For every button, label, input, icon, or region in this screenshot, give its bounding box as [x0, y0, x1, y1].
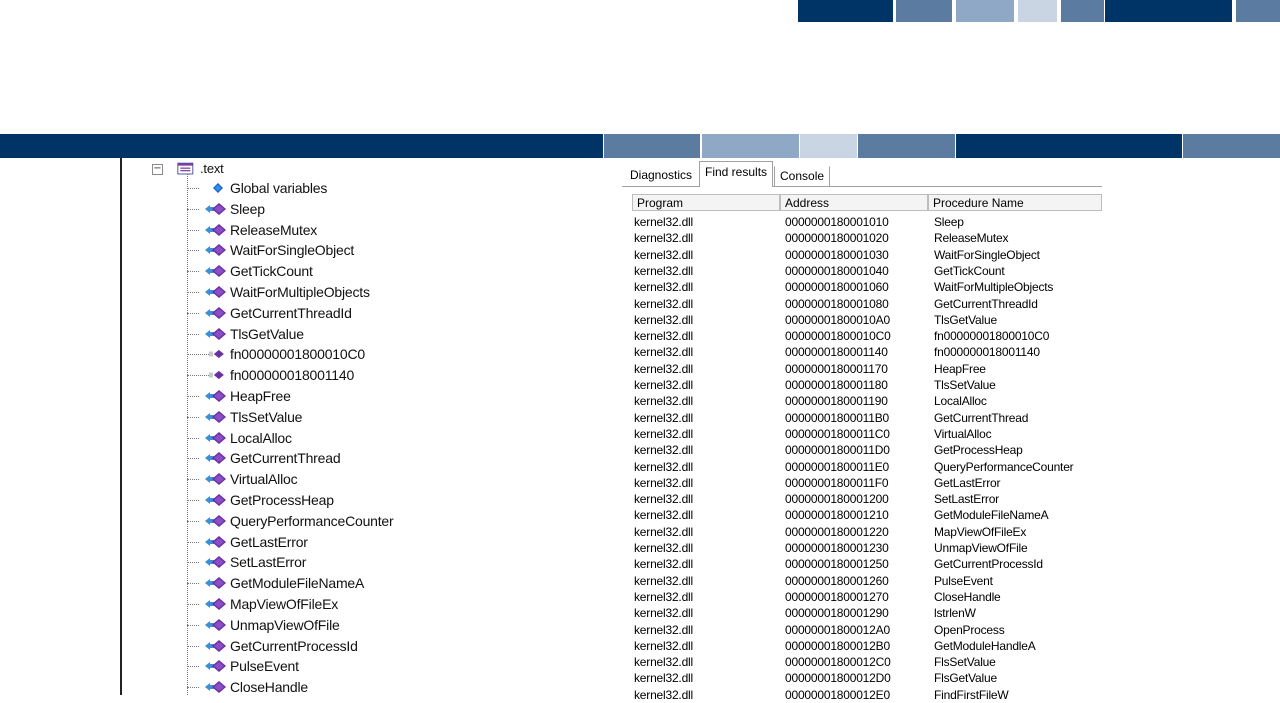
banner-top-block-1	[798, 0, 893, 22]
cell-address: 00000001800010A0	[785, 313, 890, 327]
cell-address: 0000000180001140	[785, 345, 888, 359]
tree-item-label: GetTickCount	[230, 263, 313, 279]
tree-connector	[187, 230, 199, 231]
cell-program: kernel32.dll	[634, 313, 693, 327]
tree-connector	[187, 646, 199, 647]
tree-item-label: LocalAlloc	[230, 430, 292, 446]
cell-address: 0000000180001060	[785, 280, 889, 294]
cell-procedure-name: GetCurrentThread	[934, 411, 1029, 425]
cell-procedure-name: fn00000001800010C0	[934, 329, 1050, 343]
tree-connector	[187, 479, 199, 480]
tree-connector	[187, 271, 199, 272]
cell-program: kernel32.dll	[634, 655, 693, 669]
cell-program: kernel32.dll	[634, 231, 693, 245]
table-row[interactable]	[622, 230, 1102, 246]
table-row[interactable]	[622, 263, 1102, 279]
function-icon	[204, 554, 228, 570]
cell-address: 0000000180001220	[785, 525, 889, 539]
cell-address: 00000001800012B0	[785, 639, 890, 653]
table-row[interactable]	[622, 279, 1102, 295]
function-icon	[204, 617, 228, 633]
tree-connector	[187, 334, 199, 335]
tab-bar	[622, 164, 1102, 187]
banner-mid-block-1	[0, 134, 603, 158]
cell-address: 00000001800011E0	[785, 460, 890, 474]
cell-address: 0000000180001020	[785, 231, 889, 245]
tree-connector	[187, 604, 199, 605]
table-row[interactable]	[622, 361, 1102, 377]
cell-procedure-name: VirtualAlloc	[934, 427, 992, 441]
table-row[interactable]	[622, 393, 1102, 409]
function-icon	[204, 471, 228, 487]
cell-program: kernel32.dll	[634, 460, 693, 474]
local-function-icon	[208, 367, 228, 383]
results-panel	[622, 158, 1102, 702]
tree-connector	[187, 292, 199, 293]
cell-procedure-name: CloseHandle	[934, 590, 1001, 604]
table-row[interactable]	[622, 622, 1102, 638]
table-row[interactable]	[622, 589, 1102, 605]
tree-item-label: Global variables	[230, 180, 328, 196]
cell-program: kernel32.dll	[634, 329, 693, 343]
cell-program: kernel32.dll	[634, 248, 693, 262]
tree-item-label: Sleep	[230, 201, 265, 217]
banner-mid-block-6	[956, 134, 1182, 158]
tree-item-label: UnmapViewOfFile	[230, 617, 340, 633]
banner-mid-block-7	[1183, 134, 1280, 158]
function-icon	[204, 430, 228, 446]
tree-connector	[187, 583, 199, 584]
cell-procedure-name: GetCurrentThreadId	[934, 297, 1038, 311]
cell-program: kernel32.dll	[634, 574, 693, 588]
tree-connector	[187, 500, 199, 501]
cell-program: kernel32.dll	[634, 297, 693, 311]
tree-connector	[187, 666, 199, 667]
cell-address: 00000001800012A0	[785, 623, 890, 637]
cell-program: kernel32.dll	[634, 476, 693, 490]
table-row[interactable]	[622, 377, 1102, 393]
function-icon	[204, 513, 228, 529]
cell-address: 0000000180001260	[785, 574, 889, 588]
cell-procedure-name: MapViewOfFileEx	[934, 525, 1027, 539]
cell-program: kernel32.dll	[634, 688, 693, 702]
tree-root-label: .text	[200, 161, 224, 176]
cell-program: kernel32.dll	[634, 280, 693, 294]
tree-item-label: GetLastError	[230, 534, 308, 550]
banner-top-block-2	[896, 0, 952, 22]
banner-top-block-4	[1018, 0, 1057, 22]
cell-procedure-name: FlsSetValue	[934, 655, 996, 669]
tree-item-label: GetCurrentThread	[230, 450, 341, 466]
cell-procedure-name: QueryPerformanceCounter	[934, 460, 1074, 474]
section-icon	[177, 162, 197, 176]
banner-mid-block-3	[702, 134, 799, 158]
cell-program: kernel32.dll	[634, 492, 693, 506]
cell-program: kernel32.dll	[634, 557, 693, 571]
cell-address: 0000000180001030	[785, 248, 889, 262]
cell-program: kernel32.dll	[634, 345, 693, 359]
function-icon	[204, 388, 228, 404]
function-icon	[204, 679, 228, 695]
cell-procedure-name: lstrlenW	[934, 606, 976, 620]
function-icon	[204, 201, 228, 217]
tree-connector	[187, 188, 199, 189]
table-row[interactable]	[622, 344, 1102, 360]
cell-procedure-name: PulseEvent	[934, 574, 993, 588]
cell-procedure-name: GetLastError	[934, 476, 1001, 490]
cell-address: 0000000180001010	[785, 215, 889, 229]
cell-address: 00000001800011D0	[785, 443, 890, 457]
tree-item-label: TlsGetValue	[230, 326, 304, 342]
table-row[interactable]	[622, 214, 1102, 230]
banner-mid-block-4	[800, 134, 857, 158]
cell-address: 0000000180001040	[785, 264, 889, 278]
function-icon	[204, 658, 228, 674]
cell-program: kernel32.dll	[634, 394, 693, 408]
cell-program: kernel32.dll	[634, 623, 693, 637]
tree-left-border	[120, 158, 122, 695]
local-function-icon	[208, 346, 228, 362]
function-icon	[204, 575, 228, 591]
function-icon	[204, 305, 228, 321]
cell-program: kernel32.dll	[634, 264, 693, 278]
tree-connector	[187, 396, 199, 397]
collapse-toggle[interactable]: −	[153, 163, 162, 174]
table-row[interactable]	[622, 524, 1102, 540]
cell-procedure-name: FindFirstFileW	[934, 688, 1009, 702]
function-icon	[204, 222, 228, 238]
cell-procedure-name: ReleaseMutex	[934, 231, 1009, 245]
tree-connector	[187, 209, 199, 210]
table-row[interactable]	[622, 654, 1102, 670]
banner-top-block-5	[1061, 0, 1104, 22]
cell-address: 0000000180001200	[785, 492, 889, 506]
function-icon	[204, 638, 228, 654]
cell-address: 0000000180001270	[785, 590, 889, 604]
table-row[interactable]	[622, 670, 1102, 686]
banner-top-block-7	[1236, 0, 1280, 22]
cell-program: kernel32.dll	[634, 508, 693, 522]
cell-address: 0000000180001180	[785, 378, 888, 392]
function-icon	[204, 326, 228, 342]
tab-diagnostics[interactable]: Diagnostics	[630, 168, 693, 182]
tree-connector	[187, 625, 199, 626]
table-row[interactable]	[622, 459, 1102, 475]
banner-top-block-3	[956, 0, 1014, 22]
column-header-procedure-name[interactable]: Procedure Name	[928, 194, 1102, 211]
cell-program: kernel32.dll	[634, 378, 693, 392]
table-row[interactable]	[622, 556, 1102, 572]
cell-address: 0000000180001190	[785, 394, 888, 408]
tree-item-label: GetCurrentThreadId	[230, 305, 352, 321]
column-header-program[interactable]: Program	[632, 194, 780, 211]
tree-item-label: SetLastError	[230, 554, 307, 570]
function-icon	[204, 284, 228, 300]
tree-item-label: VirtualAlloc	[230, 471, 298, 487]
table-row[interactable]	[622, 442, 1102, 458]
table-row[interactable]	[622, 540, 1102, 556]
tree-item-label: HeapFree	[230, 388, 291, 404]
cell-procedure-name: GetModuleHandleA	[934, 639, 1036, 653]
cell-procedure-name: HeapFree	[934, 362, 986, 376]
table-row[interactable]	[622, 426, 1102, 442]
tree-item-label: QueryPerformanceCounter	[230, 513, 394, 529]
cell-procedure-name: GetProcessHeap	[934, 443, 1023, 457]
cell-program: kernel32.dll	[634, 639, 693, 653]
tree-connector	[187, 521, 199, 522]
tree-connector	[187, 458, 199, 459]
table-row[interactable]	[622, 507, 1102, 523]
cell-address: 00000001800012E0	[785, 688, 890, 702]
banner-mid-block-2	[604, 134, 700, 158]
table-row[interactable]	[622, 687, 1102, 703]
table-row[interactable]	[622, 638, 1102, 654]
function-icon	[204, 534, 228, 550]
tree-item-label: PulseEvent	[230, 658, 299, 674]
cell-address: 0000000180001290	[785, 606, 889, 620]
table-row[interactable]	[622, 328, 1102, 344]
tree-item-label: WaitForSingleObject	[230, 242, 355, 258]
cell-procedure-name: TlsGetValue	[934, 313, 997, 327]
tree-connector	[187, 313, 199, 314]
globe-icon	[208, 180, 228, 196]
cell-address: 00000001800012C0	[785, 655, 891, 669]
tree-connector	[187, 542, 199, 543]
cell-procedure-name: WaitForSingleObject	[934, 248, 1040, 262]
cell-program: kernel32.dll	[634, 443, 693, 457]
cell-address: 0000000180001230	[785, 541, 889, 555]
cell-procedure-name: SetLastError	[934, 492, 999, 506]
tree-item-label: GetCurrentProcessId	[230, 638, 358, 654]
cell-procedure-name: UnmapViewOfFile	[934, 541, 1028, 555]
cell-procedure-name: WaitForMultipleObjects	[934, 280, 1054, 294]
tree-connector	[187, 417, 199, 418]
table-row[interactable]	[622, 410, 1102, 426]
cell-address: 0000000180001250	[785, 557, 889, 571]
cell-address: 00000001800011C0	[785, 427, 890, 441]
column-header-address[interactable]: Address	[780, 194, 928, 211]
cell-program: kernel32.dll	[634, 362, 693, 376]
tab-find-results[interactable]: Find results	[699, 161, 773, 187]
table-row[interactable]	[622, 475, 1102, 491]
tree-item-label: GetProcessHeap	[230, 492, 334, 508]
cell-address: 00000001800011F0	[785, 476, 889, 490]
cell-address: 0000000180001170	[785, 362, 888, 376]
tree-item-label: GetModuleFileNameA	[230, 575, 365, 591]
cell-program: kernel32.dll	[634, 525, 693, 539]
cell-program: kernel32.dll	[634, 215, 693, 229]
function-icon	[204, 263, 228, 279]
tree-item-label: MapViewOfFileEx	[230, 596, 339, 612]
cell-address: 00000001800012D0	[785, 671, 891, 685]
tree-item-label: fn000000018001140	[230, 367, 355, 383]
tree-connector	[187, 250, 199, 251]
cell-program: kernel32.dll	[634, 541, 693, 555]
table-row[interactable]	[622, 605, 1102, 621]
table-row[interactable]	[622, 312, 1102, 328]
cell-procedure-name: GetCurrentProcessId	[934, 557, 1043, 571]
banner-top-block-6	[1105, 0, 1232, 22]
function-icon	[204, 409, 228, 425]
cell-address: 0000000180001210	[785, 508, 889, 522]
function-icon	[204, 492, 228, 508]
cell-program: kernel32.dll	[634, 411, 693, 425]
cell-program: kernel32.dll	[634, 671, 693, 685]
tree-connector	[187, 687, 199, 688]
cell-program: kernel32.dll	[634, 606, 693, 620]
table-row[interactable]	[622, 247, 1102, 263]
tab-console[interactable]: Console	[774, 166, 830, 187]
tree-item-label: TlsSetValue	[230, 409, 303, 425]
cell-address: 00000001800010C0	[785, 329, 891, 343]
cell-procedure-name: fn000000018001140	[934, 345, 1040, 359]
tree-item-label: CloseHandle	[230, 679, 308, 695]
cell-procedure-name: OpenProcess	[934, 623, 1005, 637]
cell-procedure-name: LocalAlloc	[934, 394, 987, 408]
tree-item-label: WaitForMultipleObjects	[230, 284, 370, 300]
table-row[interactable]	[622, 296, 1102, 312]
function-icon	[204, 596, 228, 612]
function-icon	[204, 450, 228, 466]
function-icon	[204, 242, 228, 258]
banner-mid-block-5	[858, 134, 955, 158]
cell-address: 0000000180001080	[785, 297, 889, 311]
cell-procedure-name: Sleep	[934, 215, 964, 229]
cell-program: kernel32.dll	[634, 427, 693, 441]
tree-item-label: ReleaseMutex	[230, 222, 318, 238]
tree-connector	[187, 562, 199, 563]
table-row[interactable]	[622, 573, 1102, 589]
table-row[interactable]	[622, 491, 1102, 507]
cell-program: kernel32.dll	[634, 590, 693, 604]
cell-address: 00000001800011B0	[785, 411, 890, 425]
cell-procedure-name: FlsGetValue	[934, 671, 997, 685]
cell-procedure-name: GetModuleFileNameA	[934, 508, 1049, 522]
tree-connector	[187, 438, 199, 439]
cell-procedure-name: TlsSetValue	[934, 378, 996, 392]
tree-item-label: fn00000001800010C0	[230, 346, 365, 362]
cell-procedure-name: GetTickCount	[934, 264, 1005, 278]
